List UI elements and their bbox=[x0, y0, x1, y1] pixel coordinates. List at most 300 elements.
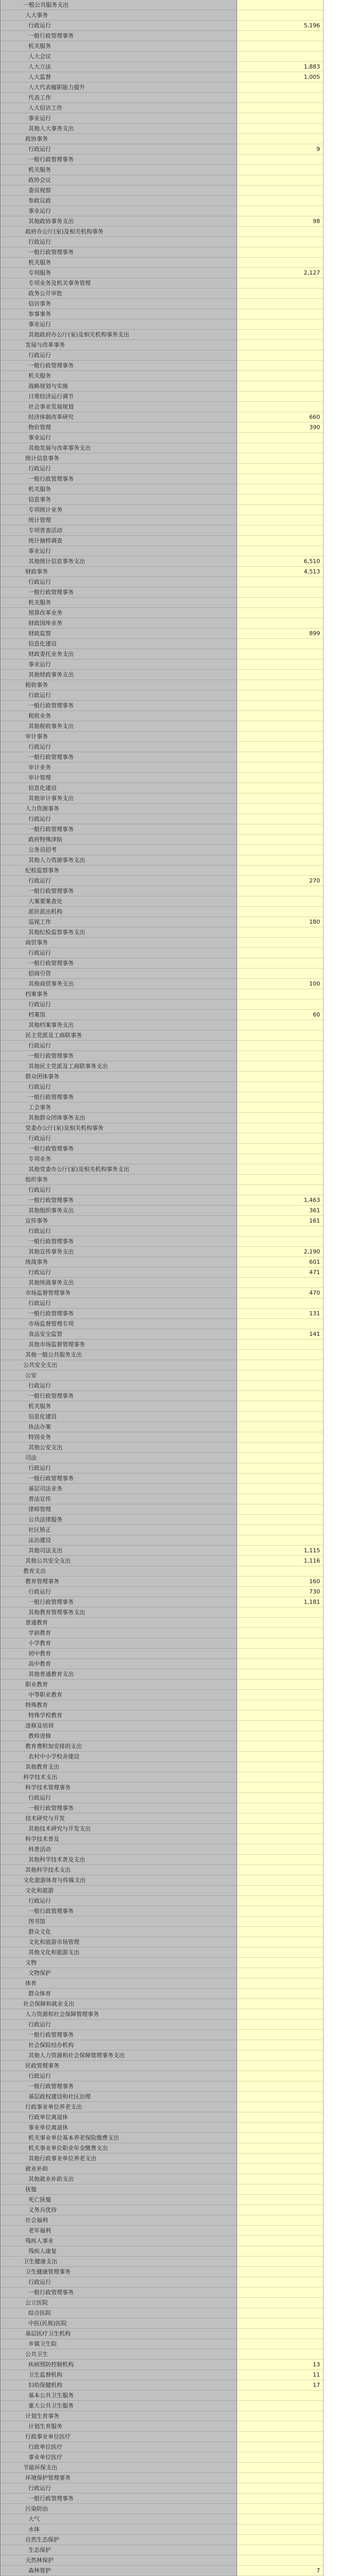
row-value-cell[interactable] bbox=[237, 2483, 324, 2494]
row-value-cell[interactable]: 270 bbox=[237, 876, 324, 886]
row-value-cell[interactable] bbox=[237, 52, 324, 62]
row-value-cell[interactable] bbox=[237, 464, 324, 474]
row-value-cell[interactable] bbox=[237, 2164, 324, 2174]
row-value-cell[interactable] bbox=[237, 1154, 324, 1164]
row-value-cell[interactable] bbox=[237, 1659, 324, 1669]
row-value-cell[interactable]: 5,196 bbox=[237, 21, 324, 31]
row-value-cell[interactable] bbox=[237, 618, 324, 629]
row-value-cell[interactable] bbox=[237, 2339, 324, 2349]
row-value-cell[interactable] bbox=[237, 1762, 324, 1772]
row-value-cell[interactable] bbox=[237, 1164, 324, 1175]
table-row bbox=[1, 2102, 324, 2112]
row-value-cell[interactable] bbox=[237, 1185, 324, 1195]
row-value-cell[interactable]: 1,005 bbox=[237, 72, 324, 82]
row-value-cell[interactable]: 1,883 bbox=[237, 62, 324, 72]
row-value-cell[interactable] bbox=[237, 1917, 324, 1927]
table-row bbox=[1, 1206, 324, 1216]
table-row bbox=[1, 144, 324, 155]
row-value-cell[interactable] bbox=[237, 381, 324, 392]
row-value-cell[interactable] bbox=[237, 608, 324, 618]
table-row bbox=[1, 1257, 324, 1267]
row-value-cell[interactable] bbox=[237, 1989, 324, 1999]
row-value-cell[interactable]: 361 bbox=[237, 1206, 324, 1216]
row-value-cell[interactable] bbox=[237, 2514, 324, 2524]
row-value-cell[interactable] bbox=[237, 1906, 324, 1917]
row-value-cell[interactable] bbox=[237, 536, 324, 546]
row-value-cell[interactable] bbox=[237, 495, 324, 505]
row-value-cell[interactable] bbox=[237, 1886, 324, 1896]
row-value-cell[interactable] bbox=[237, 999, 324, 1010]
row-value-cell[interactable] bbox=[237, 1051, 324, 1061]
row-value-cell[interactable] bbox=[237, 587, 324, 598]
row-value-cell[interactable] bbox=[237, 2226, 324, 2236]
row-value-cell[interactable] bbox=[237, 165, 324, 175]
row-value-cell[interactable] bbox=[237, 1020, 324, 1030]
row-value-cell[interactable] bbox=[237, 1123, 324, 1133]
row-value-cell[interactable] bbox=[237, 103, 324, 113]
row-value-cell[interactable] bbox=[237, 2215, 324, 2226]
row-value-cell[interactable] bbox=[237, 2391, 324, 2401]
row-label: 律师管理 bbox=[1, 1504, 237, 1515]
table-row bbox=[1, 1309, 324, 1319]
row-value-cell[interactable]: 7 bbox=[237, 2566, 324, 2576]
row-value-cell[interactable] bbox=[237, 340, 324, 350]
row-value-cell[interactable] bbox=[237, 247, 324, 258]
row-value-cell[interactable] bbox=[237, 804, 324, 814]
row-value-cell[interactable] bbox=[237, 690, 324, 701]
row-value-cell[interactable] bbox=[237, 371, 324, 381]
row-value-cell[interactable] bbox=[237, 2535, 324, 2545]
row-value-cell[interactable]: 141 bbox=[237, 1329, 324, 1340]
row-value-cell[interactable] bbox=[237, 1072, 324, 1082]
row-value-cell[interactable]: 100 bbox=[237, 979, 324, 989]
row-label: 一般行政管理事务 bbox=[1, 886, 237, 896]
row-value-cell[interactable] bbox=[237, 1700, 324, 1710]
row-value-cell[interactable] bbox=[237, 845, 324, 855]
row-value-cell[interactable] bbox=[237, 577, 324, 587]
row-label: 其他司法支出 bbox=[1, 1546, 237, 1556]
row-value-cell[interactable]: 98 bbox=[237, 216, 324, 227]
table-row bbox=[1, 701, 324, 711]
row-value-cell[interactable] bbox=[237, 1844, 324, 1855]
row-value-cell[interactable] bbox=[237, 762, 324, 773]
row-value-cell[interactable] bbox=[237, 258, 324, 268]
row-value-cell[interactable] bbox=[237, 1937, 324, 1947]
row-value-cell[interactable] bbox=[237, 433, 324, 443]
row-value-cell[interactable] bbox=[237, 2329, 324, 2339]
row-value-cell[interactable]: 60 bbox=[237, 1010, 324, 1020]
row-value-cell[interactable] bbox=[237, 526, 324, 536]
row-value-cell[interactable] bbox=[237, 1607, 324, 1618]
row-value-cell[interactable] bbox=[237, 1999, 324, 2009]
row-value-cell[interactable] bbox=[237, 82, 324, 93]
row-value-cell[interactable] bbox=[237, 185, 324, 196]
table-row bbox=[1, 216, 324, 227]
row-value-cell[interactable] bbox=[237, 2154, 324, 2164]
row-value-cell[interactable] bbox=[237, 1463, 324, 1473]
table-row bbox=[1, 93, 324, 103]
row-value-cell[interactable] bbox=[237, 2071, 324, 2081]
row-value-cell[interactable] bbox=[237, 2463, 324, 2473]
row-value-cell[interactable] bbox=[237, 2473, 324, 2483]
row-value-cell[interactable] bbox=[237, 793, 324, 804]
row-label: 人力资源和社会保障管理事务 bbox=[1, 2009, 237, 2020]
row-value-cell[interactable]: 180 bbox=[237, 917, 324, 927]
row-value-cell[interactable] bbox=[237, 2040, 324, 2050]
row-value-cell[interactable] bbox=[237, 2267, 324, 2277]
row-value-cell[interactable] bbox=[237, 1535, 324, 1546]
row-value-cell[interactable] bbox=[237, 1752, 324, 1762]
row-value-cell[interactable] bbox=[237, 886, 324, 896]
row-value-cell[interactable]: 471 bbox=[237, 1267, 324, 1278]
row-value-cell[interactable] bbox=[237, 2009, 324, 2020]
row-value-cell[interactable] bbox=[237, 2102, 324, 2112]
row-label: 特殊学校教育 bbox=[1, 1710, 237, 1721]
row-value-cell[interactable] bbox=[237, 31, 324, 41]
row-value-cell[interactable] bbox=[237, 1484, 324, 1494]
row-value-cell[interactable]: 470 bbox=[237, 1288, 324, 1298]
row-value-cell[interactable] bbox=[237, 2174, 324, 2184]
row-value-cell[interactable] bbox=[237, 443, 324, 453]
table-row bbox=[1, 1814, 324, 1824]
row-value-cell[interactable] bbox=[237, 2081, 324, 2092]
row-value-cell[interactable]: 11 bbox=[237, 2370, 324, 2380]
row-value-cell[interactable] bbox=[237, 598, 324, 608]
row-value-cell[interactable] bbox=[237, 752, 324, 762]
row-label: 其他政府办公厅(室)及相关机构事务支出 bbox=[1, 330, 237, 340]
row-value-cell[interactable] bbox=[237, 0, 324, 10]
row-value-cell[interactable] bbox=[237, 659, 324, 670]
row-label: 普通教育 bbox=[1, 1618, 237, 1628]
row-value-cell[interactable] bbox=[237, 1680, 324, 1690]
row-value-cell[interactable] bbox=[237, 1319, 324, 1329]
row-value-cell[interactable] bbox=[237, 649, 324, 659]
row-value-cell[interactable]: 9 bbox=[237, 144, 324, 155]
row-value-cell[interactable] bbox=[237, 1638, 324, 1649]
row-value-cell[interactable] bbox=[237, 2545, 324, 2555]
row-label: 大气 bbox=[1, 2514, 237, 2524]
table-row bbox=[1, 1587, 324, 1597]
row-value-cell[interactable] bbox=[237, 2411, 324, 2421]
row-label: 其他人大事务支出 bbox=[1, 124, 237, 134]
row-value-cell[interactable] bbox=[237, 2432, 324, 2442]
row-value-cell[interactable]: 899 bbox=[237, 629, 324, 639]
row-value-cell[interactable]: 390 bbox=[237, 422, 324, 433]
row-value-cell[interactable]: 1,463 bbox=[237, 1195, 324, 1206]
row-value-cell[interactable] bbox=[237, 1824, 324, 1834]
row-label: 一般行政管理事务 bbox=[1, 1309, 237, 1319]
row-value-cell[interactable] bbox=[237, 1958, 324, 1968]
row-value-cell[interactable] bbox=[237, 1401, 324, 1412]
row-value-cell[interactable] bbox=[237, 701, 324, 711]
row-value-cell[interactable] bbox=[237, 1855, 324, 1865]
table-row bbox=[1, 907, 324, 917]
row-label: 森林管护 bbox=[1, 2566, 237, 2576]
row-value-cell[interactable] bbox=[237, 2030, 324, 2040]
row-value-cell[interactable] bbox=[237, 2504, 324, 2514]
row-value-cell[interactable] bbox=[237, 1793, 324, 1803]
row-value-cell[interactable] bbox=[237, 206, 324, 216]
row-value-cell[interactable] bbox=[237, 1370, 324, 1381]
row-value-cell[interactable] bbox=[237, 2195, 324, 2205]
row-value-cell[interactable]: 730 bbox=[237, 1587, 324, 1597]
row-value-cell[interactable]: 131 bbox=[237, 1309, 324, 1319]
row-label: 一般行政管理事务 bbox=[1, 2030, 237, 2040]
row-value-cell[interactable] bbox=[237, 41, 324, 52]
row-value-cell[interactable] bbox=[237, 938, 324, 948]
row-value-cell[interactable] bbox=[237, 1432, 324, 1443]
row-label: 财政委托业务支出 bbox=[1, 649, 237, 659]
row-value-cell[interactable] bbox=[237, 361, 324, 371]
row-value-cell[interactable] bbox=[237, 1113, 324, 1123]
row-value-cell[interactable] bbox=[237, 866, 324, 876]
row-value-cell[interactable] bbox=[237, 113, 324, 124]
row-value-cell[interactable] bbox=[237, 392, 324, 402]
row-value-cell[interactable]: 6,510 bbox=[237, 556, 324, 567]
row-value-cell[interactable] bbox=[237, 505, 324, 515]
row-value-cell[interactable] bbox=[237, 969, 324, 979]
row-value-cell[interactable]: 2,127 bbox=[237, 268, 324, 278]
row-value-cell[interactable] bbox=[237, 2318, 324, 2329]
row-value-cell[interactable] bbox=[237, 1092, 324, 1103]
row-value-cell[interactable] bbox=[237, 289, 324, 299]
row-value-cell[interactable] bbox=[237, 1236, 324, 1247]
table-row bbox=[1, 299, 324, 309]
row-label: 公安 bbox=[1, 1370, 237, 1381]
row-value-cell[interactable] bbox=[237, 2236, 324, 2246]
row-value-cell[interactable] bbox=[237, 2349, 324, 2360]
row-value-cell[interactable] bbox=[237, 1721, 324, 1731]
table-row bbox=[1, 1267, 324, 1278]
table-row bbox=[1, 2483, 324, 2494]
row-value-cell[interactable] bbox=[237, 546, 324, 556]
table-row bbox=[1, 855, 324, 866]
row-value-cell[interactable] bbox=[237, 1473, 324, 1484]
row-value-cell[interactable] bbox=[237, 732, 324, 742]
row-value-cell[interactable] bbox=[237, 927, 324, 938]
row-value-cell[interactable] bbox=[237, 319, 324, 330]
row-value-cell[interactable] bbox=[237, 1041, 324, 1051]
row-value-cell[interactable] bbox=[237, 227, 324, 237]
row-value-cell[interactable] bbox=[237, 2298, 324, 2308]
row-value-cell[interactable] bbox=[237, 1103, 324, 1113]
row-value-cell[interactable] bbox=[237, 1927, 324, 1937]
row-value-cell[interactable] bbox=[237, 2287, 324, 2298]
row-value-cell[interactable] bbox=[237, 134, 324, 144]
row-value-cell[interactable] bbox=[237, 2061, 324, 2071]
row-value-cell[interactable] bbox=[237, 1896, 324, 1906]
row-value-cell[interactable] bbox=[237, 721, 324, 732]
row-value-cell[interactable]: 4,513 bbox=[237, 567, 324, 577]
row-label: 行政运行 bbox=[1, 814, 237, 824]
row-value-cell[interactable]: 1,181 bbox=[237, 1597, 324, 1607]
row-value-cell[interactable] bbox=[237, 670, 324, 680]
table-row bbox=[1, 577, 324, 587]
row-value-cell[interactable] bbox=[237, 783, 324, 793]
row-value-cell[interactable] bbox=[237, 2494, 324, 2504]
row-value-cell[interactable] bbox=[237, 680, 324, 690]
row-value-cell[interactable] bbox=[237, 1525, 324, 1535]
row-value-cell[interactable] bbox=[237, 1226, 324, 1236]
row-value-cell[interactable] bbox=[237, 10, 324, 21]
row-value-cell[interactable] bbox=[237, 1453, 324, 1463]
row-value-cell[interactable] bbox=[237, 814, 324, 824]
row-value-cell[interactable] bbox=[237, 639, 324, 649]
row-value-cell[interactable] bbox=[237, 1360, 324, 1370]
row-value-cell[interactable] bbox=[237, 824, 324, 835]
row-value-cell[interactable] bbox=[237, 1968, 324, 1978]
row-value-cell[interactable] bbox=[237, 350, 324, 361]
row-value-cell[interactable] bbox=[237, 1783, 324, 1793]
row-value-cell[interactable] bbox=[237, 2277, 324, 2287]
row-value-cell[interactable] bbox=[237, 1628, 324, 1638]
row-value-cell[interactable]: 1,115 bbox=[237, 1546, 324, 1556]
row-value-cell[interactable] bbox=[237, 1649, 324, 1659]
row-value-cell[interactable] bbox=[237, 330, 324, 340]
row-value-cell[interactable] bbox=[237, 1710, 324, 1721]
row-value-cell[interactable] bbox=[237, 1814, 324, 1824]
row-value-cell[interactable] bbox=[237, 958, 324, 969]
table-row bbox=[1, 1947, 324, 1958]
table-row bbox=[1, 1288, 324, 1298]
row-label: 事业运行 bbox=[1, 206, 237, 216]
row-value-cell[interactable] bbox=[237, 484, 324, 495]
row-value-cell[interactable] bbox=[237, 2050, 324, 2061]
row-value-cell[interactable]: 601 bbox=[237, 1257, 324, 1267]
row-value-cell[interactable] bbox=[237, 175, 324, 185]
row-value-cell[interactable] bbox=[237, 309, 324, 319]
row-value-cell[interactable] bbox=[237, 155, 324, 165]
row-value-cell[interactable] bbox=[237, 1504, 324, 1515]
row-value-cell[interactable] bbox=[237, 2452, 324, 2463]
row-value-cell[interactable] bbox=[237, 1865, 324, 1875]
row-value-cell[interactable] bbox=[237, 1061, 324, 1072]
row-value-cell[interactable] bbox=[237, 773, 324, 783]
row-label: 其他组织事务支出 bbox=[1, 1206, 237, 1216]
row-value-cell[interactable] bbox=[237, 1340, 324, 1350]
row-value-cell[interactable] bbox=[237, 907, 324, 917]
row-value-cell[interactable] bbox=[237, 2205, 324, 2215]
row-value-cell[interactable] bbox=[237, 1978, 324, 1989]
row-value-cell[interactable] bbox=[237, 93, 324, 103]
row-value-cell[interactable] bbox=[237, 299, 324, 309]
row-label: 其他科学技术支出 bbox=[1, 1865, 237, 1875]
row-value-cell[interactable] bbox=[237, 196, 324, 206]
row-value-cell[interactable] bbox=[237, 2143, 324, 2154]
row-value-cell[interactable]: 17 bbox=[237, 2380, 324, 2391]
table-row bbox=[1, 824, 324, 835]
row-value-cell[interactable] bbox=[237, 2092, 324, 2102]
row-value-cell[interactable] bbox=[237, 1731, 324, 1741]
row-label: 老年福利 bbox=[1, 2226, 237, 2236]
row-value-cell[interactable] bbox=[237, 124, 324, 134]
row-value-cell[interactable] bbox=[237, 896, 324, 907]
table-row bbox=[1, 1741, 324, 1752]
row-value-cell[interactable] bbox=[237, 1350, 324, 1360]
row-value-cell[interactable] bbox=[237, 948, 324, 958]
row-value-cell[interactable]: 1,116 bbox=[237, 1556, 324, 1566]
row-value-cell[interactable] bbox=[237, 474, 324, 484]
row-value-cell[interactable]: 161 bbox=[237, 1216, 324, 1226]
row-value-cell[interactable] bbox=[237, 2308, 324, 2318]
row-value-cell[interactable] bbox=[237, 1144, 324, 1154]
row-value-cell[interactable] bbox=[237, 2442, 324, 2452]
table-row bbox=[1, 340, 324, 350]
row-label: 事业单位离退休 bbox=[1, 2123, 237, 2133]
row-value-cell[interactable] bbox=[237, 711, 324, 721]
row-label: 一般行政管理事务 bbox=[1, 1597, 237, 1607]
row-value-cell[interactable] bbox=[237, 278, 324, 289]
row-value-cell[interactable] bbox=[237, 237, 324, 247]
table-row bbox=[1, 1772, 324, 1783]
row-value-cell[interactable] bbox=[237, 855, 324, 866]
row-value-cell[interactable] bbox=[237, 2133, 324, 2143]
row-value-cell[interactable] bbox=[237, 2401, 324, 2411]
row-value-cell[interactable] bbox=[237, 2184, 324, 2195]
row-value-cell[interactable] bbox=[237, 989, 324, 999]
row-value-cell[interactable] bbox=[237, 1175, 324, 1185]
row-value-cell[interactable] bbox=[237, 1947, 324, 1958]
row-value-cell[interactable] bbox=[237, 835, 324, 845]
row-value-cell[interactable] bbox=[237, 1030, 324, 1041]
row-value-cell[interactable] bbox=[237, 453, 324, 464]
row-label: 宣传事务 bbox=[1, 1216, 237, 1226]
row-value-cell[interactable] bbox=[237, 742, 324, 752]
row-value-cell[interactable] bbox=[237, 1133, 324, 1144]
row-value-cell[interactable] bbox=[237, 1082, 324, 1092]
row-value-cell[interactable] bbox=[237, 1875, 324, 1886]
row-value-cell[interactable] bbox=[237, 1515, 324, 1525]
row-value-cell[interactable] bbox=[237, 2421, 324, 2432]
row-value-cell[interactable] bbox=[237, 1494, 324, 1504]
row-value-cell[interactable] bbox=[237, 1443, 324, 1453]
row-label: 其他技术研究与开发支出 bbox=[1, 1824, 237, 1834]
row-value-cell[interactable] bbox=[237, 402, 324, 412]
row-value-cell[interactable] bbox=[237, 1669, 324, 1680]
table-row bbox=[1, 690, 324, 701]
row-value-cell[interactable] bbox=[237, 1278, 324, 1288]
row-value-cell[interactable] bbox=[237, 1391, 324, 1401]
row-value-cell[interactable] bbox=[237, 1741, 324, 1752]
row-value-cell[interactable]: 2,190 bbox=[237, 1247, 324, 1257]
row-value-cell[interactable] bbox=[237, 2524, 324, 2535]
row-value-cell[interactable] bbox=[237, 1690, 324, 1700]
row-value-cell[interactable] bbox=[237, 2257, 324, 2267]
row-value-cell[interactable] bbox=[237, 1803, 324, 1814]
row-value-cell[interactable] bbox=[237, 1834, 324, 1844]
table-row bbox=[1, 392, 324, 402]
row-value-cell[interactable]: 160 bbox=[237, 1577, 324, 1587]
row-label: 行政运行 bbox=[1, 21, 237, 31]
row-value-cell[interactable]: 660 bbox=[237, 412, 324, 422]
row-value-cell[interactable] bbox=[237, 1618, 324, 1628]
row-value-cell[interactable] bbox=[237, 2123, 324, 2133]
row-value-cell[interactable] bbox=[237, 2246, 324, 2257]
table-row bbox=[1, 1515, 324, 1525]
row-value-cell[interactable] bbox=[237, 2555, 324, 2566]
row-value-cell[interactable] bbox=[237, 1298, 324, 1309]
row-value-cell[interactable]: 13 bbox=[237, 2360, 324, 2370]
row-value-cell[interactable] bbox=[237, 1566, 324, 1577]
table-row bbox=[1, 927, 324, 938]
row-value-cell[interactable] bbox=[237, 2020, 324, 2030]
row-value-cell[interactable] bbox=[237, 515, 324, 526]
row-value-cell[interactable] bbox=[237, 1381, 324, 1391]
row-value-cell[interactable] bbox=[237, 2112, 324, 2123]
row-value-cell[interactable] bbox=[237, 1772, 324, 1783]
row-value-cell[interactable] bbox=[237, 1412, 324, 1422]
row-value-cell[interactable] bbox=[237, 1422, 324, 1432]
